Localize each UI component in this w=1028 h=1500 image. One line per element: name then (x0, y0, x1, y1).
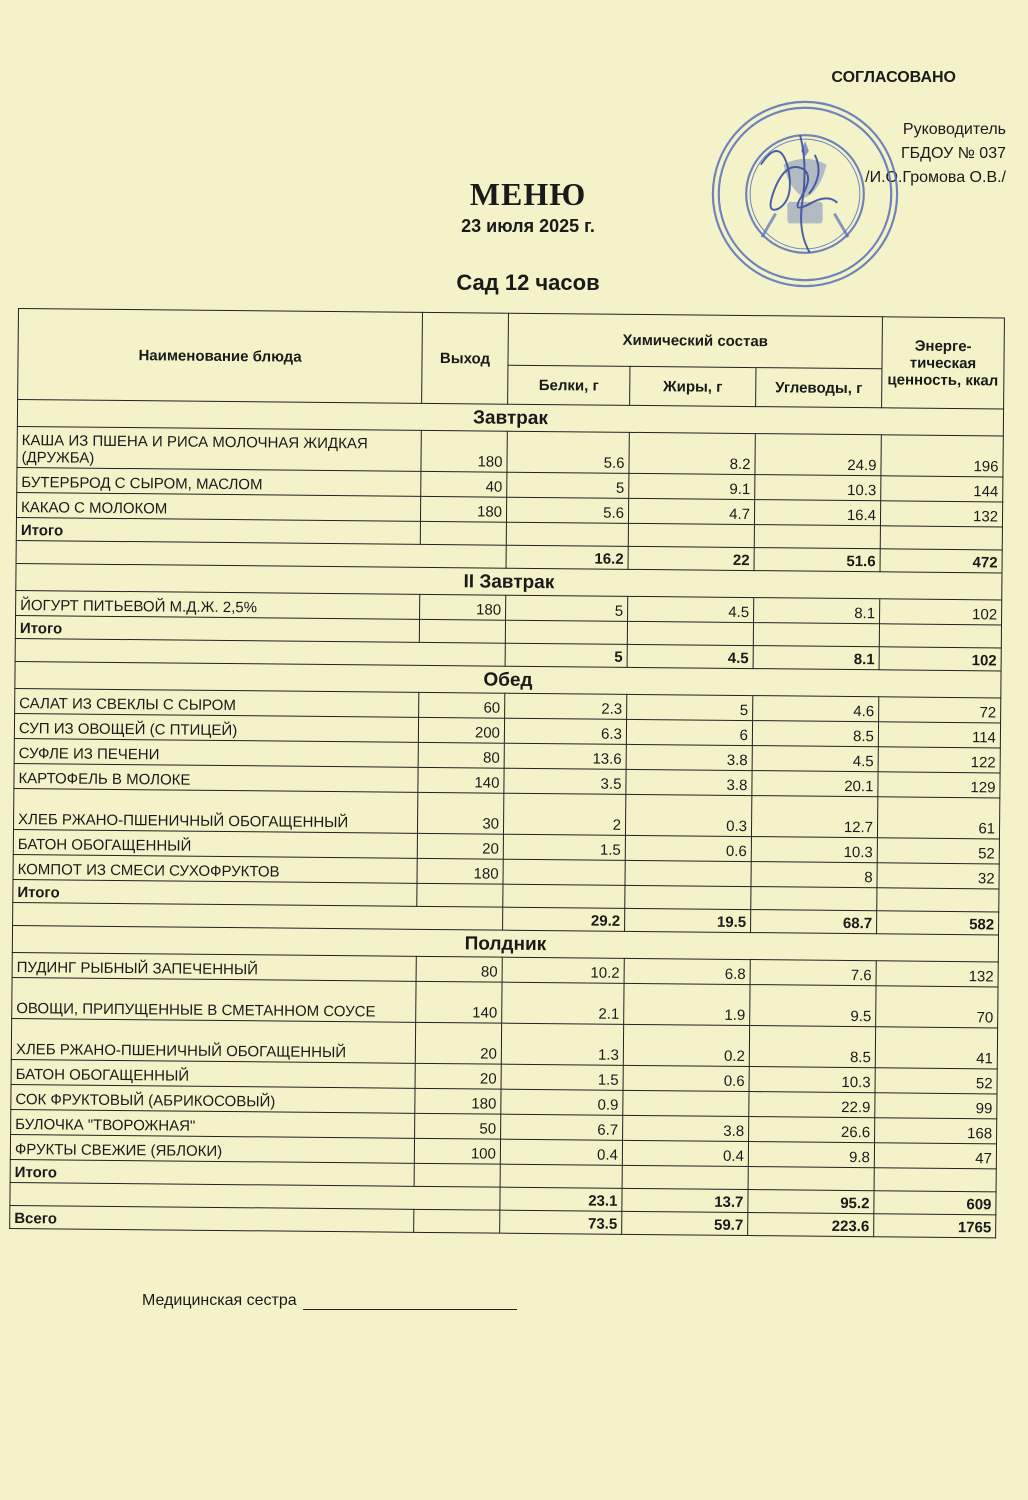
dish-energy: 32 (877, 863, 999, 889)
dish-protein: 6.7 (501, 1114, 623, 1140)
dish-fat: 0.6 (625, 835, 751, 861)
total-energy: 102 (879, 647, 1001, 671)
dish-energy: 52 (875, 1068, 997, 1094)
dish-fat: 6 (626, 719, 752, 745)
dish-energy: 61 (877, 797, 999, 839)
dish-output: 180 (415, 1088, 501, 1114)
dish-protein: 5 (506, 595, 628, 621)
dish-fat: 0.6 (623, 1065, 749, 1091)
dish-name: КАКАО С МОЛОКОМ (16, 492, 420, 521)
total-spacer (877, 888, 999, 912)
dish-energy: 70 (876, 986, 998, 1028)
dish-protein: 6.3 (504, 718, 626, 744)
total-spacer (414, 1163, 500, 1187)
dish-protein: 2 (503, 793, 625, 835)
dish-carbs: 8 (751, 862, 877, 888)
approval-position: Руководитель (902, 121, 1006, 138)
dish-name: ФРУКТЫ СВЕЖИЕ (ЯБЛОКИ) (10, 1134, 414, 1163)
dish-output: 180 (420, 594, 506, 620)
dish-name: САЛАТ ИЗ СВЕКЛЫ С СЫРОМ (15, 688, 419, 717)
dish-energy: 99 (875, 1093, 997, 1119)
header-protein: Белки, г (508, 365, 630, 405)
section-title: II Завтрак (16, 563, 1002, 599)
approval-organization: ГБДОУ № 037 (900, 145, 1006, 162)
dish-energy: 168 (875, 1118, 997, 1144)
dish-name: БУТЕРБРОД С СЫРОМ, МАСЛОМ (17, 467, 421, 496)
header-output: Выход (422, 312, 509, 404)
dish-output: 80 (416, 956, 502, 982)
dish-carbs: 9.5 (750, 985, 876, 1027)
dish-energy: 41 (875, 1027, 997, 1069)
total-energy: 609 (874, 1191, 996, 1215)
total-spacer (503, 884, 625, 908)
page-title: МЕНЮ (469, 176, 587, 212)
dish-energy: 47 (874, 1143, 996, 1169)
total-carbs: 8.1 (753, 646, 879, 670)
dish-name: БУЛОЧКА "ТВОРОЖНАЯ" (11, 1109, 415, 1138)
dish-fat (623, 1090, 749, 1116)
total-protein: 16.2 (506, 545, 628, 569)
total-fat: 13.7 (622, 1188, 748, 1212)
dish-output: 180 (421, 430, 507, 472)
dish-protein (503, 859, 625, 885)
dish-energy: 122 (878, 747, 1000, 773)
dish-fat: 4.7 (628, 498, 754, 524)
dish-carbs: 10.3 (755, 475, 881, 501)
dish-carbs: 8.1 (754, 598, 880, 624)
dish-output: 180 (417, 858, 503, 884)
dish-energy: 102 (880, 599, 1002, 625)
total-spacer (625, 885, 751, 909)
menu-date: 23 июля 2025 г. (461, 216, 595, 236)
section-title: Полдник (12, 925, 998, 961)
dish-name: КАША ИЗ ПШЕНА И РИСА МОЛОЧНАЯ ЖИДКАЯ (ДРУЖБА) (17, 426, 421, 471)
total-protein: 23.1 (500, 1187, 622, 1211)
dish-name: ХЛЕБ РЖАНО-ПШЕНИЧНЫЙ ОБОГАЩЕННЫЙ (13, 788, 417, 833)
grand-total-fat: 59.7 (622, 1211, 748, 1235)
dish-carbs: 4.5 (752, 746, 878, 772)
total-energy: 582 (877, 911, 999, 935)
total-spacer (628, 523, 754, 547)
total-spacer (627, 621, 753, 645)
dish-carbs: 20.1 (752, 771, 878, 797)
total-spacer (754, 525, 880, 549)
total-fat: 19.5 (625, 908, 751, 932)
dish-fat: 0.2 (623, 1024, 749, 1066)
dish-name: БАТОН ОБОГАЩЕННЫЙ (13, 829, 417, 858)
dish-energy: 129 (878, 772, 1000, 798)
menu-table-wrap (9, 308, 1004, 1238)
total-spacer (874, 1168, 996, 1192)
dish-name: СОК ФРУКТОВЫЙ (АБРИКОСОВЫЙ) (11, 1084, 415, 1113)
dish-output: 140 (418, 767, 504, 793)
dish-fat (625, 860, 751, 886)
dish-fat: 5 (627, 694, 753, 720)
header-chemical: Химический состав (508, 313, 882, 369)
section-title: Завтрак (17, 400, 1003, 436)
dish-carbs: 12.7 (751, 796, 877, 838)
dish-name: КОМПОТ ИЗ СМЕСИ СУХОФРУКТОВ (13, 854, 417, 883)
dish-fat: 3.8 (626, 769, 752, 795)
total-spacer (751, 887, 877, 911)
dish-protein: 5.6 (506, 497, 628, 523)
dish-energy: 52 (877, 838, 999, 864)
dish-protein: 5 (507, 472, 629, 498)
dish-carbs: 16.4 (754, 500, 880, 526)
total-spacer (880, 526, 1002, 550)
dish-protein: 10.2 (502, 957, 624, 983)
dish-name: КАРТОФЕЛЬ В МОЛОКЕ (14, 763, 418, 792)
signature-line (303, 1293, 517, 1310)
total-spacer (419, 619, 505, 643)
dish-fat: 0.4 (622, 1140, 748, 1166)
dish-energy: 144 (881, 476, 1003, 502)
dish-carbs: 7.6 (750, 960, 876, 986)
total-spacer (505, 620, 627, 644)
dish-output: 180 (420, 496, 506, 522)
total-protein: 5 (505, 643, 627, 667)
dish-output: 80 (418, 742, 504, 768)
total-label: Итого (13, 879, 417, 906)
dish-output: 140 (416, 981, 502, 1023)
dish-output: 20 (415, 1063, 501, 1089)
header-name: Наименование блюда (18, 309, 423, 404)
total-spacer (506, 522, 628, 546)
dish-carbs: 26.6 (749, 1117, 875, 1143)
dish-fat: 6.8 (624, 958, 750, 984)
dish-energy: 132 (876, 961, 998, 987)
grand-total-protein: 73.5 (500, 1210, 622, 1234)
dish-protein: 5.6 (507, 431, 629, 473)
nurse-signature (142, 1292, 517, 1310)
total-carbs: 51.6 (754, 548, 880, 572)
dish-name: СУП ИЗ ОВОЩЕЙ (С ПТИЦЕЙ) (14, 713, 418, 742)
dish-protein: 1.5 (501, 1064, 623, 1090)
total-energy: 472 (880, 549, 1002, 573)
dish-name: ОВОЩИ, ПРИПУЩЕННЫЕ В СМЕТАННОМ СОУСЕ (12, 977, 416, 1022)
grand-total-energy: 1765 (874, 1214, 996, 1238)
total-spacer (500, 1164, 622, 1188)
dish-name: ПУДИНГ РЫБНЫЙ ЗАПЕЧЕННЫЙ (12, 952, 416, 981)
dish-protein: 3.5 (504, 768, 626, 794)
nurse-label: Медицинская сестра (142, 1292, 297, 1309)
menu-body (10, 400, 1004, 1238)
approval-heading: СОГЛАСОВАНО (831, 69, 956, 86)
dish-energy: 114 (878, 722, 1000, 748)
dish-name: ХЛЕБ РЖАНО-ПШЕНИЧНЫЙ ОБОГАЩЕННЫЙ (11, 1018, 415, 1063)
dish-fat: 3.8 (623, 1115, 749, 1141)
dish-protein: 13.6 (504, 743, 626, 769)
total-spacer (748, 1167, 874, 1191)
dish-carbs: 9.8 (748, 1142, 874, 1168)
dish-fat: 4.5 (628, 596, 754, 622)
total-carbs: 95.2 (748, 1190, 874, 1214)
dish-fat: 0.3 (625, 794, 751, 836)
dish-energy: 132 (880, 501, 1002, 527)
dish-protein: 0.9 (501, 1089, 623, 1115)
dish-name: СУФЛЕ ИЗ ПЕЧЕНИ (14, 738, 418, 767)
header-carbs: Углеводы, г (756, 368, 882, 408)
dish-protein: 2.1 (502, 982, 624, 1024)
section-title: Обед (15, 661, 1001, 697)
dish-output: 60 (419, 692, 505, 718)
dish-carbs: 10.3 (751, 837, 877, 863)
dish-fat: 8.2 (629, 432, 755, 474)
dish-energy: 72 (879, 697, 1001, 723)
header-fat: Жиры, г (630, 366, 756, 406)
dish-fat: 1.9 (624, 983, 750, 1025)
grand-total-label: Всего (10, 1205, 414, 1232)
dish-carbs: 10.3 (749, 1067, 875, 1093)
dish-carbs: 8.5 (752, 721, 878, 747)
dish-name: БАТОН ОБОГАЩЕННЫЙ (11, 1059, 415, 1088)
total-label: Итого (16, 517, 420, 544)
dish-carbs: 22.9 (749, 1092, 875, 1118)
dish-protein: 0.4 (500, 1139, 622, 1165)
menu-group: Сад 12 часов (456, 270, 600, 295)
dish-carbs: 4.6 (753, 696, 879, 722)
dish-carbs: 8.5 (749, 1026, 875, 1068)
grand-total-carbs: 223.6 (748, 1213, 874, 1237)
dish-output: 30 (417, 792, 503, 834)
approval-name: /И.О.Громова О.В./ (865, 169, 1006, 186)
dish-protein: 2.3 (505, 693, 627, 719)
dish-output: 20 (415, 1022, 501, 1064)
dish-energy: 196 (881, 435, 1003, 477)
dish-name: ЙОГУРТ ПИТЬЕВОЙ М.Д.Ж. 2,5% (16, 590, 420, 619)
dish-output: 200 (418, 717, 504, 743)
total-spacer (622, 1165, 748, 1189)
total-protein: 29.2 (503, 907, 625, 931)
total-label: Итого (10, 1159, 414, 1186)
total-spacer (879, 624, 1001, 648)
total-spacer (417, 883, 503, 907)
dish-output: 20 (417, 833, 503, 859)
total-label: Итого (15, 615, 419, 642)
total-fat: 22 (628, 546, 754, 570)
total-fat: 4.5 (627, 644, 753, 668)
dish-protein: 1.5 (503, 834, 625, 860)
dish-fat: 9.1 (629, 473, 755, 499)
header-energy: Энерге-тическая ценность, ккал (882, 317, 1005, 409)
total-spacer (753, 623, 879, 647)
dish-protein: 1.3 (501, 1023, 623, 1065)
menu-table (9, 308, 1005, 1238)
dish-carbs: 24.9 (755, 434, 881, 476)
dish-fat: 3.8 (626, 744, 752, 770)
total-spacer (420, 521, 506, 545)
dish-output: 50 (415, 1113, 501, 1139)
total-carbs: 68.7 (751, 910, 877, 934)
total-spacer (414, 1209, 500, 1233)
dish-output: 40 (421, 471, 507, 497)
dish-output: 100 (414, 1138, 500, 1164)
